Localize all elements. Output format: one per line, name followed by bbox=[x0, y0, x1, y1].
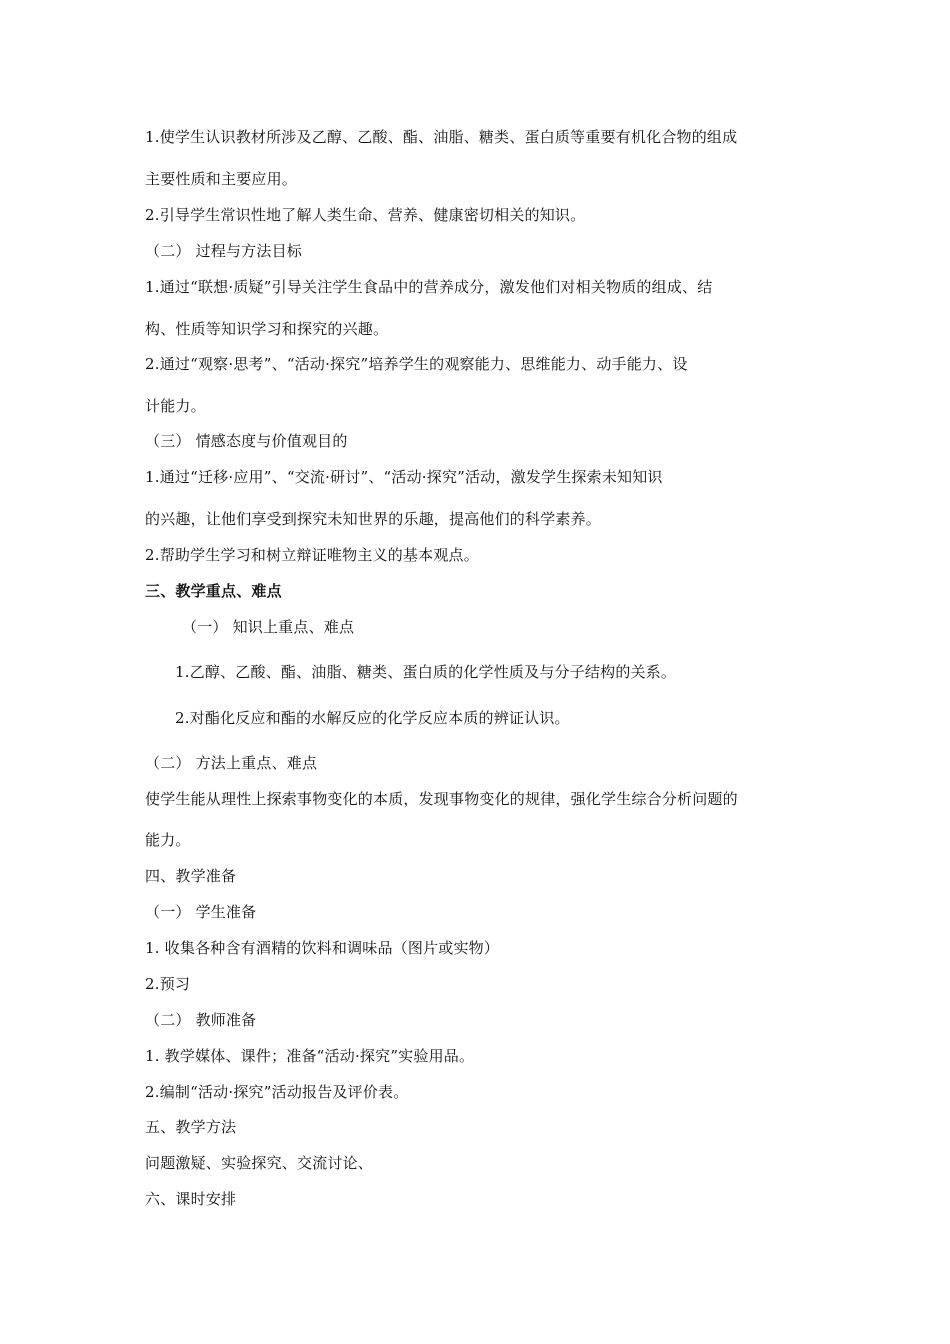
objective-process-2: 2.通过“观察·思考”、“活动·探究”培养学生的观察能力、思维能力、动手能力、设 bbox=[145, 355, 688, 373]
heading-key-points: 三、教学重点、难点 bbox=[145, 582, 282, 600]
objective-process-2-cont: 计能力。 bbox=[145, 397, 206, 415]
subheading-process-method: （二） 过程与方法目标 bbox=[145, 242, 302, 260]
subheading-teacher-preparation: （二） 教师准备 bbox=[145, 1011, 257, 1029]
method-key-point-text: 使学生能从理性上探索事物变化的本质，发现事物变化的规律，强化学生综合分析问题的 bbox=[145, 790, 738, 808]
objective-process-1-cont: 构、性质等知识学习和探究的兴趣。 bbox=[145, 320, 389, 338]
objective-knowledge-1: 1.使学生认识教材所涉及乙醇、乙酸、酯、油脂、糖类、蛋白质等重要有机化合物的组成 bbox=[145, 128, 738, 146]
subheading-knowledge-key-points: （一） 知识上重点、难点 bbox=[182, 618, 355, 636]
objective-attitude-2: 2.帮助学生学习和树立辩证唯物主义的基本观点。 bbox=[145, 546, 479, 564]
student-prep-2: 2.预习 bbox=[145, 975, 191, 993]
teacher-prep-1: 1. 教学媒体、课件；准备“活动·探究”实验用品。 bbox=[145, 1047, 475, 1065]
objective-attitude-1-cont: 的兴趣，让他们享受到探究未知世界的乐趣，提高他们的科学素养。 bbox=[145, 510, 602, 528]
heading-class-schedule: 六、课时安排 bbox=[145, 1190, 237, 1208]
subheading-attitude-values: （三） 情感态度与价值观目的 bbox=[145, 432, 348, 450]
heading-preparation: 四、教学准备 bbox=[145, 867, 237, 885]
heading-teaching-methods: 五、教学方法 bbox=[145, 1118, 237, 1136]
subheading-method-key-points: （二） 方法上重点、难点 bbox=[145, 754, 318, 772]
student-prep-1: 1. 收集各种含有酒精的饮料和调味品（图片或实物） bbox=[145, 939, 500, 957]
objective-knowledge-1-cont: 主要性质和主要应用。 bbox=[145, 170, 298, 188]
teacher-prep-2: 2.编制“活动·探究”活动报告及评价表。 bbox=[145, 1083, 409, 1101]
objective-attitude-1: 1.通过“迁移·应用”、“交流·研讨”、“活动·探究”活动，激发学生探索未知知识 bbox=[145, 468, 663, 486]
objective-process-1: 1.通过“联想·质疑”引导关注学生食品中的营养成分，激发他们对相关物质的组成、结 bbox=[145, 278, 713, 296]
teaching-methods-text: 问题激疑、实验探究、交流讨论、 bbox=[145, 1154, 374, 1172]
objective-knowledge-2: 2.引导学生常识性地了解人类生命、营养、健康密切相关的知识。 bbox=[145, 206, 586, 224]
key-point-1: 1.乙醇、乙酸、酯、油脂、糖类、蛋白质的化学性质及与分子结构的关系。 bbox=[175, 663, 677, 681]
method-key-point-text-cont: 能力。 bbox=[145, 831, 191, 849]
key-point-2: 2.对酯化反应和酯的水解反应的化学反应本质的辨证认识。 bbox=[175, 709, 570, 727]
subheading-student-preparation: （一） 学生准备 bbox=[145, 903, 257, 921]
